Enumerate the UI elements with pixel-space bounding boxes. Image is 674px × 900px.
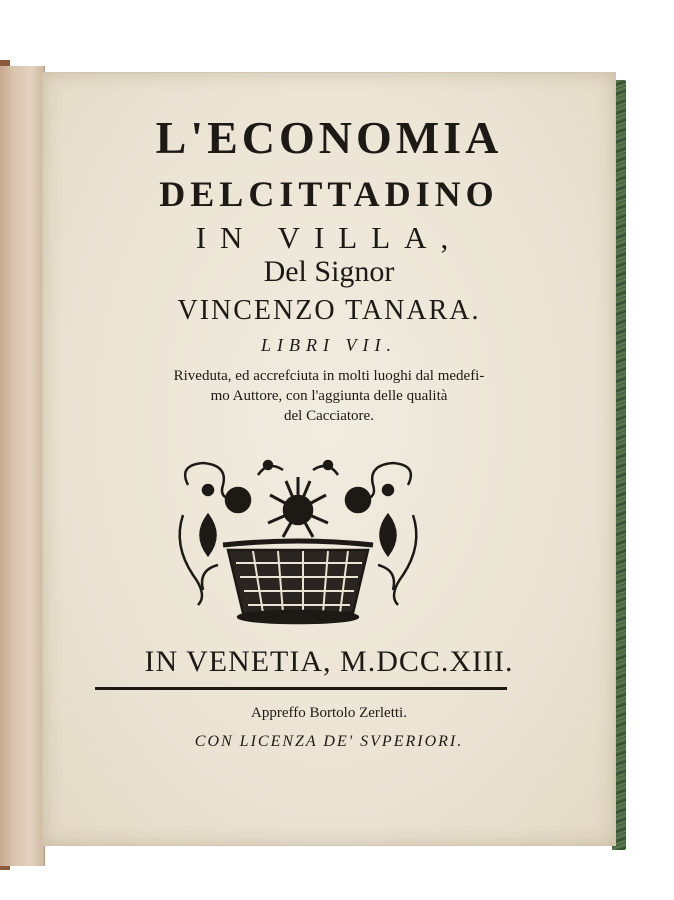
author-name: VINCENZO TANARA. [177,295,481,326]
description-line-1: Riveduta, ed accrefciuta in molti luoghi dal medefi- [173,368,485,384]
title-line-1: L'ECONOMIA [155,112,503,163]
title-page [42,72,616,846]
licence-line: CON LICENZA DE' SVPERIORI. [194,733,464,750]
description-line-3: del Cacciatore. [284,408,374,424]
imprint-rule [95,687,507,690]
title-line-4: Del Signor [263,255,395,288]
title-line-3: IN VILLA, [195,220,463,255]
description-line-2: mo Auttore, con l'aggiunta delle qualità [210,388,448,404]
flower-basket-woodcut-icon [168,455,428,630]
left-facing-page [0,66,45,866]
imprint-line: IN VENETIA, M.DCC.XIII. [144,645,514,678]
title-line-2: DELCITTADINO [159,174,499,214]
printer-line: Appreffo Bortolo Zerletti. [251,705,407,721]
books-count: LIBRI VII. [261,335,397,355]
